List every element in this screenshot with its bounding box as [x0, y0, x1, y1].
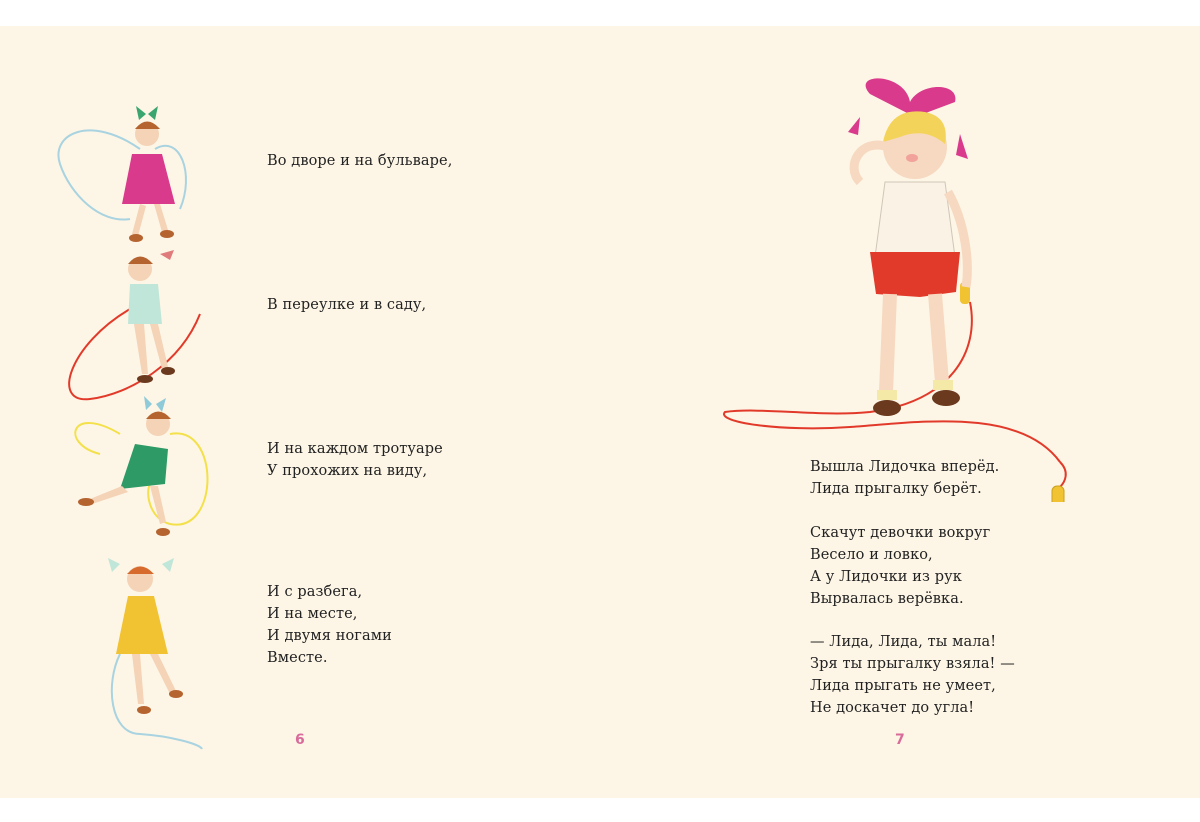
stanza-5: [810, 456, 999, 500]
right-page: [600, 26, 1200, 798]
lida-with-rope-illustration: [720, 72, 1090, 502]
stanza-2: [267, 294, 426, 316]
girl-pink-dress-illustration: [58, 106, 186, 242]
verse-line: Весело и ловко,: [810, 547, 933, 563]
book-spread: [0, 26, 1200, 798]
verse-line: И двумя ногами: [267, 628, 392, 644]
page-number-right: 7: [895, 732, 905, 748]
verse-line: Лида прыгать не умеет,: [810, 678, 996, 694]
jumping-girls-illustration: [50, 74, 220, 754]
verse-line: В переулке и в саду,: [267, 297, 427, 313]
verse-line: Зря ты прыгалку взяла! —: [810, 656, 1015, 672]
verse-line: Не доскачет до угла!: [810, 700, 975, 716]
stanza-3: [267, 438, 443, 482]
verse-line: А у Лидочки из рук: [810, 569, 962, 585]
verse-line: Вместе.: [267, 650, 328, 666]
stanza-4: [267, 581, 392, 669]
stanza-6: [810, 522, 990, 610]
verse-line: Скачут девочки вокруг: [810, 525, 991, 541]
verse-line: У прохожих на виду,: [267, 463, 428, 479]
verse-line: — Лида, Лида, ты мала!: [810, 634, 997, 650]
girl-yellow-dress-illustration: [108, 558, 202, 749]
stanza-7: [810, 631, 1015, 719]
verse-line: Во дворе и на бульваре,: [267, 153, 453, 169]
verse-line: И на месте,: [267, 606, 358, 622]
left-page: [0, 26, 600, 798]
girl-green-dress-illustration: [75, 396, 207, 536]
verse-line: И с разбега,: [267, 584, 363, 600]
girl-mint-top-illustration: [69, 250, 200, 399]
page-number-left: 6: [295, 732, 305, 748]
verse-line: Вышла Лидочка вперёд.: [810, 459, 1000, 475]
verse-line: И на каждом тротуаре: [267, 441, 443, 457]
verse-line: Лида прыгалку берёт.: [810, 481, 982, 497]
stanza-1: [267, 150, 452, 172]
verse-line: Вырвалась верёвка.: [810, 591, 964, 607]
